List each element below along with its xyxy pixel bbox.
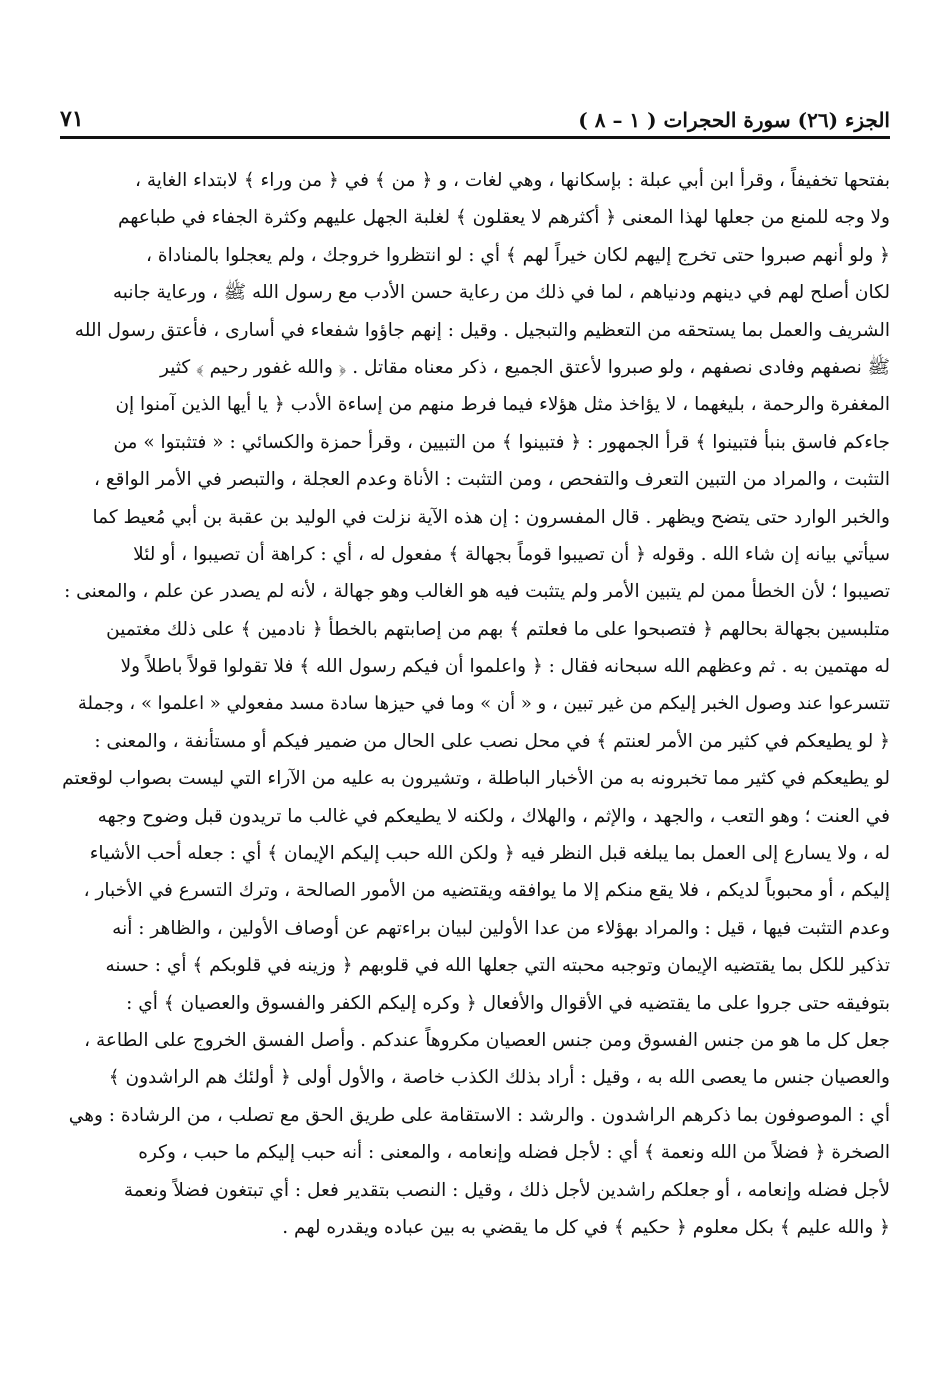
text-line: ﴿ ولو أنهم صبروا حتى تخرج إليهم لكان خيراً لهم ﴾ أي : لو انتظروا خروجك ، ولم يعجلوا بالمناداة ، [146, 244, 890, 266]
text-line: لكان أصلح لهم في دينهم ودنياهم ، لما في ذلك من رعاية حسن الأدب مع رسول الله ﷺ ، ورعاية جانبه [112, 282, 890, 304]
text-line: جاءكم فاسق بنبأ فتبينوا ﴾ قرأ الجمهور : ﴿ فتبينوا ﴾ من التبيين ، وقرأ حمزة والكسائي : « فتثبتوا » من [113, 431, 890, 453]
text-line: ولا وجه للمنع من جعلها لهذا المعنى ﴿ أكثرهم لا يعقلون ﴾ لغلبة الجهل عليهم وكثرة الجفاء في طباعهم [117, 207, 890, 229]
text-line: ﷺ نصفهم وفادى نصفهم ، ولو صبروا لأعتق الجميع ، ذكر معناه مقاتل . ﴿ والله غفور رحيم ﴾ كثير [160, 356, 890, 378]
header-title: الجزء (٢٦) سورة الحجرات ( ١ – ٨ ) [578, 108, 890, 132]
page-number: ٧١ [60, 106, 84, 132]
text-line: أي : الموصوفون بما ذكرهم الراشدون . والرشد : الاستقامة على طريق الحق مع تصلب ، من الرشادة : وهي [68, 1104, 890, 1126]
text-line: تتسرعوا عند وصول الخبر إليكم من غير تبين ، و « أن » وما في حيزها سادة مسد مفعولي « اعلموا » ، وجملة [77, 693, 890, 715]
text-line: إليكم ، أو محبوباً لديكم ، فلا يقع منكم إلا ما يوافقه ويقتضيه من الأمور الصالحة ، وترك التسرع في الأخبار ، [83, 880, 890, 902]
text-line: بفتحها تخفيفاً ، وقرأ ابن أبي عبلة : بإسكانها ، وهي لغات ، و ﴿ من ﴾ في ﴿ من وراء ﴾ لابتداء الغاية ، [134, 170, 890, 191]
text-line: له ، ولا يسارع إلى العمل بما يبلغه قبل النظر فيه ﴿ ولكن الله حبب إليكم الإيمان ﴾ أي : جعله أحب الأشياء [89, 843, 890, 865]
text-line: التثبت ، والمراد من التبين التعرف والتفحص ، ومن التثبت : الأناة وعدم العجلة ، والتبصر في الأمر الواقع ، [93, 469, 890, 491]
text-line: لأجل فضله وإنعامه ، أو جعلكم راشدين لأجل ذلك ، وقيل : النصب بتقدير فعل : أي تبتغون فضلاً ونعمة [123, 1179, 890, 1201]
text-line: في العنت ؛ وهو التعب ، والجهد ، والإثم ، والهلاك ، ولكنه لا يطيعكم في غالب ما تريدون قبل وضوح وجهه [97, 805, 890, 827]
header-divider [60, 136, 890, 139]
text-line: الشريف والعمل بما يستحقه من التعظيم والتبجيل . وقيل : إنهم جاؤوا شفعاء في أسارى ، فأعتق رسول الله [74, 319, 890, 341]
text-line: لو يطيعكم في كثير مما تخبرونه به من الأخبار الباطلة ، وتشيرون به عليه من الآراء التي ليست بصواب لوقعتم [62, 768, 890, 790]
text-line: والعصيان جنس ما يعصى الله به ، وقيل : أراد بذلك الكذب خاصة ، والأول أولى ﴿ أولئك هم الراشدون ﴾ [108, 1067, 890, 1089]
text-line: وعدم التثبت فيها ، قيل : والمراد بهؤلاء من عدا الأولين لبيان براءتهم عن أوصاف الأولين ، والظاهر : أنه [112, 917, 890, 939]
text-line: المغفرة والرحمة ، بليغهما ، لا يؤاخذ مثل هؤلاء فيما فرط منهم من إساءة الأدب ﴿ يا أيها الذين آمنوا إن [115, 394, 890, 416]
text-line: متلبسين بجهالة بحالهم ﴿ فتصبحوا على ما فعلتم ﴾ بهم من إصابتهم بالخطأ ﴿ نادمين ﴾ على ذلك مغتمين [106, 618, 890, 640]
text-line: الصخرة ﴿ فضلاً من الله ونعمة ﴾ أي : لأجل فضله وإنعامه ، والمعنى : أنه حبب إليكم ما حبب ، وكره [138, 1142, 890, 1164]
text-line: ﴿ والله عليم ﴾ بكل معلوم ﴿ حكيم ﴾ في كل ما يقضي به بين عباده ويقدره لهم . [282, 1216, 890, 1238]
text-line: تصيبوا ؛ لأن الخطأ ممن لم يتبين الأمر ولم يتثبت فيه هو الغالب وهو جهالة ، لأنه لم يصدر عن علم ، والمعنى : [64, 581, 890, 603]
text-line: ﴿ لو يطيعكم في كثير من الأمر لعنتم ﴾ في محل نصب على الحال من ضمير فيكم أو مستأنفة ، والمعنى : [94, 730, 890, 752]
page-header [60, 98, 890, 132]
text-line: سيأتي بيانه إن شاء الله . وقوله ﴿ أن تصيبوا قوماً بجهالة ﴾ مفعول له ، أي : كراهة أن تصيبوا ، أو لئلا [133, 543, 890, 565]
text-line: بتوفيقه حتى جروا على ما يقتضيه في الأقوال والأفعال ﴿ وكره إليكم الكفر والفسوق والعصيان ﴾ أي : [126, 992, 890, 1014]
text-line: والخبر الوارد حتى يتضح ويظهر . قال المفسرون : إن هذه الآية نزلت في الوليد بن عقبة بن أبي مُعيط كما [92, 506, 890, 528]
tafsir-body [62, 162, 890, 1246]
text-line: له مهتمين به . ثم وعظهم الله سبحانه فقال : ﴿ واعلموا أن فيكم رسول الله ﴾ فلا تقولوا قولاً باطلاً ولا [120, 656, 890, 678]
text-line: تذكير للكل بما يقتضيه الإيمان وتوجبه محبته التي جعلها الله في قلوبهم ﴿ وزينه في قلوبكم ﴾ أي : حسنه [105, 955, 890, 977]
text-line: جعل كل ما هو من جنس الفسوق ومن جنس العصيان مكروهاً عندكم . وأصل الفسق الخروج على الطاعة ، [84, 1029, 890, 1051]
